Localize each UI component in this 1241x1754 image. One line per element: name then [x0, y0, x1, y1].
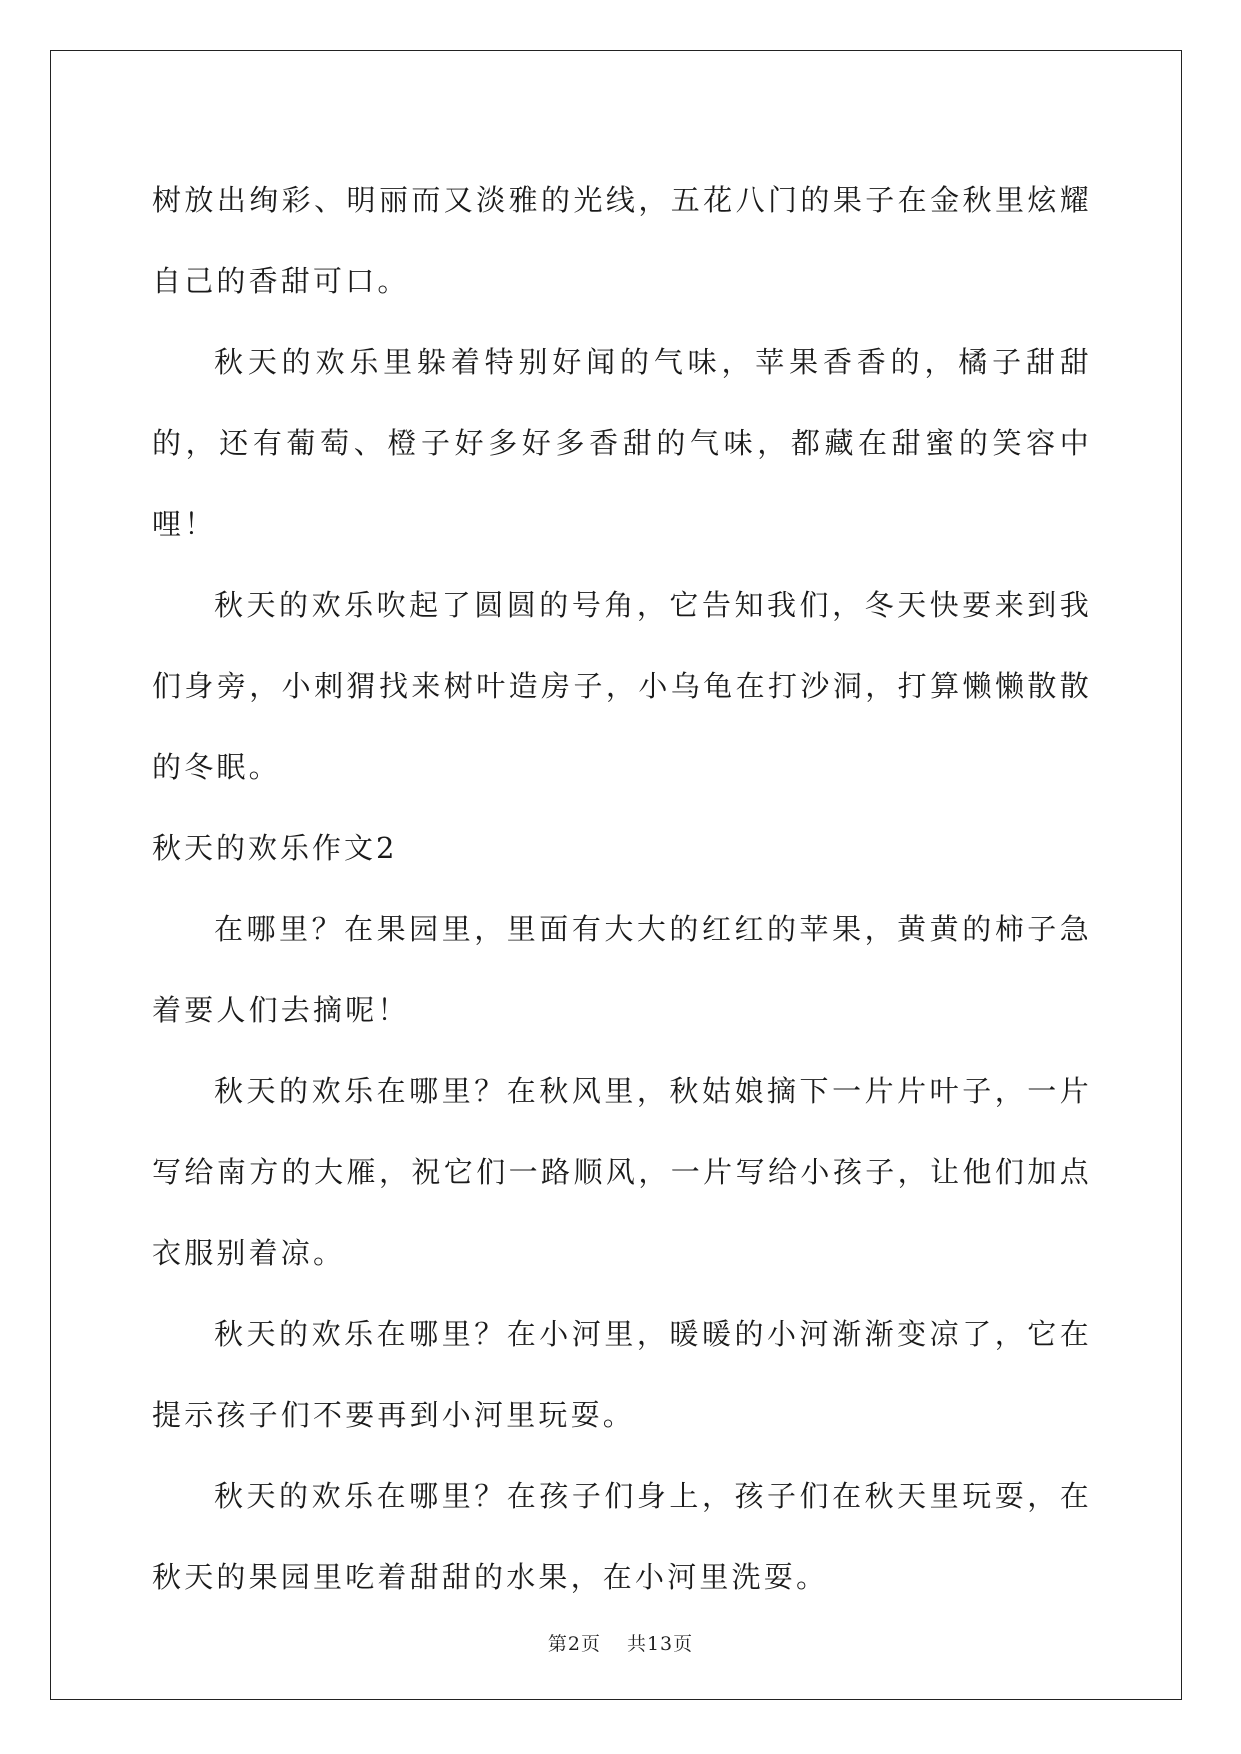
page-number: 第2页: [547, 1633, 601, 1655]
paragraph: 秋天的欢乐在哪里？在小河里，暖暖的小河渐渐变凉了，它在提示孩子们不要再到小河里玩耍。: [152, 1317, 1092, 1432]
page-footer: [0, 1629, 1241, 1656]
paragraph: 秋天的欢乐在哪里？在孩子们身上，孩子们在秋天里玩耍，在秋天的果园里吃着甜甜的水果，在小河里洗耍。: [152, 1479, 1092, 1594]
paragraph: 树放出绚彩、明丽而又淡雅的光线，五花八门的果子在金秋里炫耀自己的香甜可口。: [152, 183, 1092, 298]
page-total: 共13页: [626, 1633, 694, 1655]
paragraph: 在哪里？在果园里，里面有大大的红红的苹果，黄黄的柿子急着要人们去摘呢！: [152, 912, 1092, 1027]
section-title: 秋天的欢乐作文2: [152, 831, 398, 865]
document-body: [152, 160, 1092, 1618]
paragraph: 秋天的欢乐吹起了圆圆的号角，它告知我们，冬天快要来到我们身旁，小刺猬找来树叶造房子，小乌龟在打沙洞，打算懒懒散散的冬眠。: [152, 588, 1092, 784]
paragraph: 秋天的欢乐里躲着特别好闻的气味，苹果香香的，橘子甜甜的，还有葡萄、橙子好多好多香甜的气味，都藏在甜蜜的笑容中哩！: [152, 345, 1092, 541]
paragraph: 秋天的欢乐在哪里？在秋风里，秋姑娘摘下一片片叶子，一片写给南方的大雁，祝它们一路顺风，一片写给小孩子，让他们加点衣服别着凉。: [152, 1074, 1092, 1270]
